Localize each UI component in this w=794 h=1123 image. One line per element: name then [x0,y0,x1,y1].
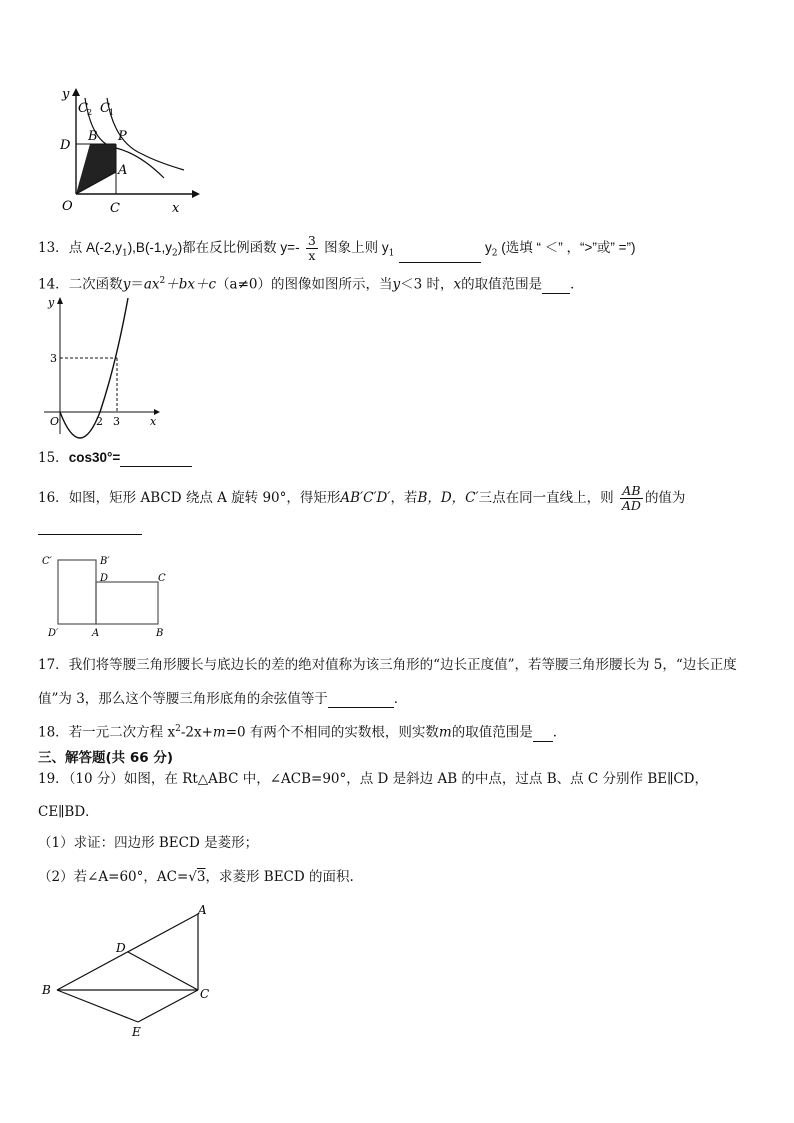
q14-cond: （a≠0） [216,276,272,293]
q14-formula-sup: 2 [159,276,166,286]
q17-line2: 值”为 3，那么这个等腰三角形底角的余弦值等于 [38,691,328,707]
q14-text2: 的图像如图所示，当 [271,276,393,293]
q14-answer-blank[interactable] [542,279,570,294]
q14-text: 二次函数 [68,276,123,293]
fig16-label-c-prime: C′ [42,556,52,567]
fig14-label-o: O [50,415,60,428]
q13-text6: (选填 “ ＜” ，“>”或” =”) [497,240,636,255]
fig12-label-c2: C [78,101,88,116]
q13-frac-den: x [308,248,316,263]
section-title: 三、解答题(共 66 分) [38,750,174,766]
fig19-label-a: A [198,903,207,917]
q14-formula-eq: ＝ [130,276,144,293]
sqrt-symbol: √ [188,869,197,885]
fig16-label-d: D [100,573,109,584]
fig19-label-c: C [200,987,210,1001]
q16-text1: 如图，矩形 ABCD 绕点 A 旋转 90°，得矩形 [68,490,341,506]
fig12-label-c1: C [100,101,110,116]
q16-frac-num: AB [620,484,643,499]
figure-rectangles [38,552,178,642]
q19-line2: CE∥BD． [38,804,99,820]
question-18 [38,720,566,742]
q18-m: m [212,724,226,741]
fig12-label-c: C [110,201,120,216]
q16-text2: ，若 [390,490,418,506]
question-13 [38,234,635,263]
q16-number: 16． [38,490,69,506]
q13-sub3: 1 [388,248,395,259]
fig12-label-c1-sub: 1 [109,108,115,117]
q18-sup: 2 [175,724,181,734]
fig12-label-x: x [172,201,180,216]
question-16 [38,484,685,513]
q13-text1: 点 A(-2,y [68,240,122,255]
q18-end: ． [552,724,567,741]
fig16-label-c: C [158,573,166,584]
question-17 [38,656,737,674]
q14-formula-rest: ＋bx＋c [165,276,217,293]
fig14-label-3: 3 [50,352,57,365]
q18-text3: =0 有两个不相同的实数根，则实数 [225,724,439,741]
q18-answer-blank[interactable] [533,727,553,742]
fig16-label-b-prime: B′ [100,556,110,567]
question-17-line2 [38,690,407,708]
q18-text1: 若一元二次方程 x [68,724,176,741]
q19-part2a: （2）若∠A=60°，AC= [38,869,189,885]
q14-formula-y: y [122,276,131,293]
fig14-label-y: y [48,296,55,309]
fig12-label-p: P [118,129,127,144]
q19-part1: （1）求证：四边形 BECD 是菱形； [38,835,259,851]
q14-cond2: ＜3 时， [400,276,454,293]
q16-fraction [620,484,643,513]
q13-number: 13． [38,240,69,256]
q19-part2 [38,868,354,886]
q14-end: ． [570,276,584,293]
fig16-label-d-prime: D′ [48,628,59,639]
q16-text3: 三点在同一直线上，则 [478,490,614,506]
q18-number: 18． [38,724,69,741]
q18-text2: -2x+ [180,724,213,741]
fig12-label-b: B [88,129,98,144]
q17-answer-blank[interactable] [328,693,394,708]
fig12-label-y: y [62,87,70,102]
q13-text3: )都在反比例函数 y=- [177,240,300,255]
q15-text: cos30°= [68,450,121,465]
q13-answer-blank[interactable] [399,248,481,263]
fig14-label-2: 2 [96,415,103,428]
q14-cond2-x: x [453,276,462,293]
q14-formula-a: ax [143,276,160,293]
fig14-label-3x: 3 [113,415,120,428]
q16-text4: 的值为 [644,490,686,506]
q17-number: 17． [38,657,69,673]
q13-text5: y [484,240,492,255]
q16-frac-den: AD [621,498,641,513]
q16-answer-blank[interactable] [38,520,142,535]
q14-number: 14． [38,276,69,293]
q15-answer-blank[interactable] [120,452,192,467]
q13-frac-num: 3 [307,233,316,248]
q19-line1: （10 分）如图，在 Rt△ABC 中，∠ACB=90°，点 D 是斜边 AB 的中点，过点 B、点 C 分别作 BE∥CD， [68,771,708,787]
fig16-label-a: A [92,628,100,639]
question-15 [38,449,192,467]
q13-sub2: 2 [171,248,178,259]
figure-parabola [38,294,168,440]
q13-fraction [306,234,318,263]
q19-number: 19． [38,771,69,787]
q13-text2: ),B(-1,y [127,240,172,255]
fig12-label-o: O [62,199,73,214]
q13-sub4: 2 [491,248,498,259]
q17-line1: 我们将等腰三角形腰长与底边长的差的绝对值称为该三角形的“边长正度值”，若等腰三角形腰长为 5，“边长正度 [68,657,737,673]
fig14-label-x: x [150,415,157,428]
q15-number: 15． [38,450,69,466]
fig16-label-b: B [156,628,164,639]
fig12-label-c2-sub: 2 [87,108,93,117]
figure-inverse-functions [52,84,202,219]
fig19-label-b: B [42,983,51,997]
fig12-label-a: A [118,163,128,178]
q16-points: B，D，C′ [417,490,479,506]
q18-m2: m [438,724,452,741]
question-19 [38,770,708,788]
fig12-label-d: D [60,138,71,153]
q16-rect: AB′C′D′ [340,490,391,506]
fig19-label-e: E [132,1025,141,1039]
q18-text4: 的取值范围是 [451,724,533,741]
q14-text3: 的取值范围是 [461,276,543,293]
q19-part2b: ，求菱形 BECD 的面积. [205,869,354,885]
question-14 [38,272,584,294]
q14-cond2-y: y [392,276,401,293]
q17-end: ． [393,691,408,707]
fig19-label-d: D [116,941,126,955]
figure-rhombus [38,900,218,1040]
q13-sub1: 1 [121,248,128,259]
q13-text4: 图象上则 y [324,240,389,255]
q19-sqrt-value: 3 [196,869,206,885]
